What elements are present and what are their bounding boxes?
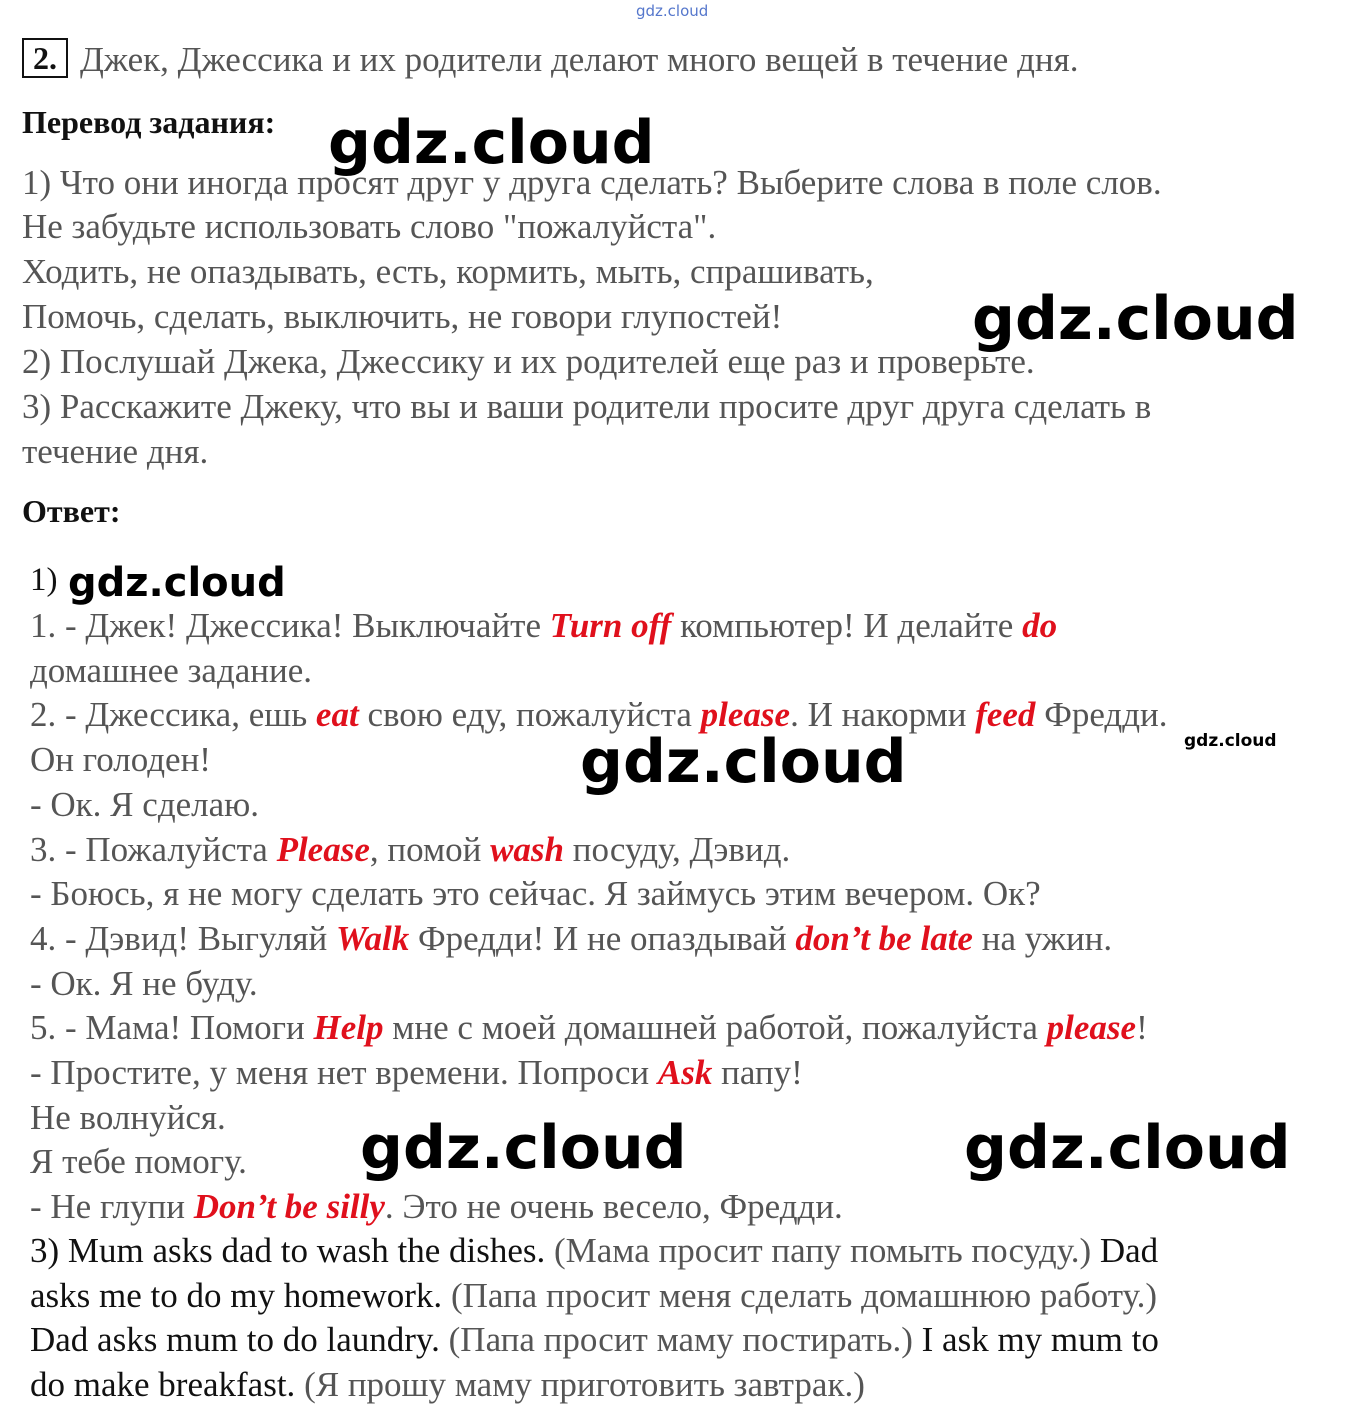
- translation-line: течение дня.: [22, 432, 209, 471]
- answer-line: [30, 1318, 1159, 1362]
- answer-keyword: wash: [490, 829, 565, 869]
- answer-line: [30, 1185, 843, 1229]
- part1-label: 1): [30, 562, 58, 598]
- answer-line: [30, 1140, 247, 1184]
- answer-text: папу!: [712, 1053, 803, 1092]
- answer-text: , помой: [369, 829, 491, 869]
- watermark: gdz.cloud: [1184, 731, 1277, 751]
- translation-line: 1) Что они иногда просят друг у друга сделать? Выберите слова в поле слов.: [22, 163, 1162, 202]
- answer-text: Фредди.: [1035, 695, 1168, 735]
- answer-text: на ужин.: [972, 918, 1113, 958]
- answer-text: компьютер! И делайте: [671, 606, 1023, 645]
- answer-keyword: Help: [313, 1008, 384, 1048]
- translation-heading: Перевод задания:: [22, 104, 276, 140]
- answer-text: (Я прошу маму приготовить завтрак.): [304, 1365, 865, 1405]
- answer-text: . И накорми: [790, 695, 976, 735]
- translation-line: 3) Расскажите Джеку, что вы и ваши родители просите друг друга сделать в: [22, 387, 1152, 426]
- answer-text: . Это не очень весело, Фредди.: [384, 1187, 843, 1227]
- answer-line: [30, 1363, 865, 1407]
- translation-line: Помочь, сделать, выключить, не говори глупостей!: [22, 297, 783, 336]
- answer-english-text: do make breakfast.: [30, 1365, 305, 1405]
- answer-keyword: don’t be late: [795, 918, 973, 958]
- answer-text: - Боюсь, я не могу сделать это сейчас. Я займусь этим вечером. Ок?: [30, 874, 1041, 914]
- answer-text: - Не глупи: [30, 1187, 194, 1227]
- answer-english-text: 3) Mum asks dad to wash the dishes.: [30, 1231, 554, 1270]
- answer-english-text: I ask my mum to: [921, 1320, 1159, 1360]
- answer-line: [30, 872, 1041, 916]
- answer-text: - Ок. Я не буду.: [30, 963, 258, 1003]
- answer-line: [30, 828, 790, 872]
- answer-keyword: Please: [276, 829, 370, 869]
- answer-keyword: Don’t be silly: [193, 1187, 385, 1227]
- watermark: gdz.cloud: [964, 1113, 1291, 1183]
- answer-text: (Папа просит меня сделать домашнюю работу.): [450, 1275, 1158, 1315]
- answer-text: 5. - Мама! Помоги: [30, 1008, 314, 1048]
- watermark: gdz.cloud: [580, 727, 907, 797]
- translation-line: 2) Послушай Джека, Джессику и их родителей еще раз и проверьте.: [22, 342, 1035, 381]
- answer-text: 3. - Пожалуйста: [30, 829, 277, 869]
- translation-line: Ходить, не опаздывать, есть, кормить, мыть, спрашивать,: [22, 252, 874, 291]
- answer-text: свою еду, пожалуйста: [358, 695, 701, 735]
- answer-text: Не волнуйся.: [30, 1097, 226, 1137]
- answer-text: (Мама просит папу помыть посуду.): [553, 1231, 1100, 1270]
- answer-heading: Ответ:: [22, 493, 121, 529]
- answer-english-text: asks me to do my homework.: [30, 1275, 451, 1315]
- task-title: Джек, Джессика и их родители делают много вещей в течение дня.: [80, 40, 1079, 79]
- answer-line: [30, 649, 312, 693]
- answer-line: [30, 1229, 1158, 1273]
- answer-line: [30, 1274, 1157, 1318]
- answer-keyword: Ask: [657, 1053, 713, 1092]
- task-number-box: [22, 38, 68, 78]
- answer-keyword: eat: [315, 695, 359, 735]
- answer-line: [30, 962, 258, 1006]
- answer-keyword: do: [1022, 606, 1058, 645]
- answer-text: - Ок. Я сделаю.: [30, 784, 260, 824]
- answer-text: !: [1136, 1008, 1148, 1048]
- answer-text: мне с моей домашней работой, пожалуйста: [383, 1008, 1047, 1048]
- answer-english-text: Dad asks mum to do laundry.: [30, 1320, 449, 1360]
- answer-line: [30, 604, 1057, 648]
- task-number: 2.: [33, 40, 57, 76]
- watermark: gdz.cloud: [972, 284, 1299, 354]
- answer-english-text: Dad: [1099, 1231, 1159, 1270]
- translation-line: Не забудьте использовать слово "пожалуйста".: [22, 207, 717, 246]
- answer-line: [30, 917, 1112, 961]
- answer-text: посуду, Дэвид.: [564, 829, 791, 869]
- answer-text: Я тебе помогу.: [30, 1142, 247, 1182]
- answer-keyword: Turn off: [549, 606, 672, 645]
- answer-line: [30, 1096, 226, 1140]
- answer-line: [30, 1051, 803, 1095]
- top-watermark: gdz.cloud: [636, 2, 709, 20]
- answer-text: домашнее задание.: [30, 650, 313, 690]
- answer-line: [30, 738, 211, 782]
- watermark: gdz.cloud: [360, 1113, 687, 1183]
- answer-keyword: Walk: [336, 918, 410, 958]
- answer-line: [30, 1006, 1148, 1050]
- answer-keyword: please: [1046, 1008, 1137, 1048]
- answer-text: 1. - Джек! Джессика! Выключайте: [30, 606, 550, 645]
- answer-text: (Папа просит маму постирать.): [448, 1320, 922, 1360]
- answer-text: 2. - Джессика, ешь: [30, 695, 316, 735]
- answer-text: Фредди! И не опаздывай: [409, 918, 796, 958]
- answer-text: - Простите, у меня нет времени. Попроси: [30, 1053, 658, 1092]
- answer-line: [30, 783, 259, 827]
- answer-text: Он голоден!: [30, 740, 211, 780]
- watermark: gdz.cloud: [328, 108, 655, 178]
- answer-text: 4. - Дэвид! Выгуляй: [30, 918, 336, 958]
- answer-keyword: please: [700, 695, 791, 735]
- watermark: gdz.cloud: [68, 560, 286, 606]
- answer-keyword: feed: [975, 695, 1036, 735]
